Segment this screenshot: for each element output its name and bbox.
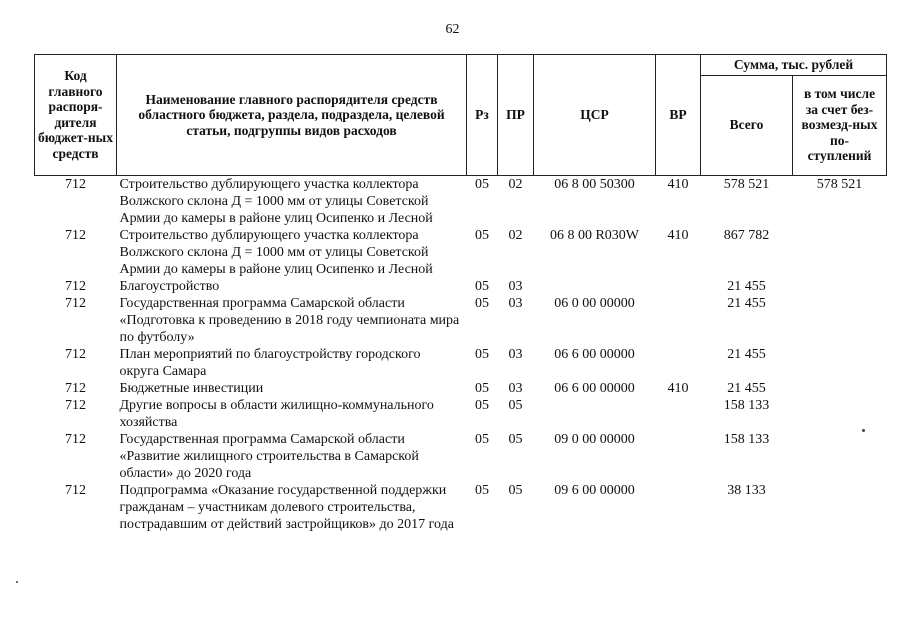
row-vr <box>656 482 701 533</box>
row-vr <box>656 295 701 346</box>
budget-table <box>34 54 887 533</box>
row-rz: 05 <box>475 397 489 413</box>
row-name: Строительство дублирующего участка коллектора Волжского склона Д = 1000 мм от улицы Советской Армии до камеры в районе улиц Осипенко и Лесной <box>119 227 433 277</box>
row-name: Строительство дублирующего участка коллектора Волжского склона Д = 1000 мм от улицы Советской Армии до камеры в районе улиц Осипенко и Лесной <box>119 176 433 226</box>
row-code: 712 <box>65 397 86 413</box>
row-code: 712 <box>65 380 86 396</box>
row-vr <box>656 278 701 295</box>
row-total: 158 133 <box>723 397 770 413</box>
row-vr: 410 <box>667 176 689 192</box>
row-gratuitous <box>793 397 887 431</box>
table-row <box>35 431 887 482</box>
row-total: 21 455 <box>727 346 766 362</box>
row-name: Благоустройство <box>119 278 220 294</box>
row-total: 578 521 <box>723 176 770 192</box>
row-name: Бюджетные инвестиции <box>119 380 264 396</box>
row-code: 712 <box>65 295 86 311</box>
row-pr: 03 <box>508 295 523 311</box>
table-row <box>35 295 887 346</box>
row-csr <box>534 397 656 431</box>
row-csr: 09 6 00 00000 <box>554 482 635 498</box>
row-csr: 06 8 00 50300 <box>554 176 635 192</box>
row-pr: 05 <box>508 431 523 447</box>
table-row <box>35 346 887 380</box>
header-rz: Рз <box>467 55 498 176</box>
header-csr: ЦСР <box>534 55 656 176</box>
row-pr: 03 <box>508 346 523 362</box>
row-name: Государственная программа Самарской области «Подготовка к проведению в 2018 году чемпионата мира по футболу» <box>119 295 460 345</box>
row-total: 158 133 <box>723 431 770 447</box>
row-gratuitous <box>793 482 887 533</box>
row-name: Другие вопросы в области жилищно-коммунального хозяйства <box>119 397 434 430</box>
row-code: 712 <box>65 227 86 243</box>
row-name: План мероприятий по благоустройству городского округа Самара <box>119 346 421 379</box>
row-pr: 05 <box>508 482 523 498</box>
header-vr: ВР <box>656 55 701 176</box>
scan-speck <box>16 581 18 583</box>
table-row <box>35 278 887 295</box>
row-rz: 05 <box>475 295 489 311</box>
row-total: 21 455 <box>727 380 766 396</box>
row-total: 21 455 <box>727 295 766 311</box>
header-total: Всего <box>701 75 793 175</box>
row-csr: 06 6 00 00000 <box>554 380 635 396</box>
page-number: 62 <box>445 22 460 37</box>
row-code: 712 <box>65 482 86 498</box>
row-vr <box>656 346 701 380</box>
row-gratuitous <box>793 431 887 482</box>
header-name: Наименование главного распорядителя средств областного бюджета, раздела, подраздела, целевой статьи, подгруппы видов расходов <box>117 55 467 176</box>
row-pr: 03 <box>508 278 523 294</box>
row-pr: 02 <box>508 176 523 192</box>
row-rz: 05 <box>475 482 489 498</box>
row-name: Государственная программа Самарской области «Развитие жилищного строительства в Самарской области» до 2020 года <box>119 431 419 481</box>
table-row <box>35 380 887 397</box>
table-row <box>35 175 887 227</box>
row-vr: 410 <box>667 227 689 243</box>
row-rz: 05 <box>475 346 489 362</box>
row-rz: 05 <box>475 227 489 243</box>
row-vr <box>656 397 701 431</box>
row-total: 867 782 <box>723 227 770 243</box>
row-csr <box>534 278 656 295</box>
row-total: 21 455 <box>727 278 766 294</box>
row-code: 712 <box>65 346 86 362</box>
row-csr: 06 0 00 00000 <box>554 295 635 311</box>
row-rz: 05 <box>475 176 489 192</box>
row-pr: 02 <box>508 227 523 243</box>
header-gratuitous: в том числе за счет без-возмезд-ных по-ступлений <box>793 75 887 175</box>
table-row <box>35 482 887 533</box>
row-gratuitous: 578 521 <box>816 176 863 192</box>
row-csr: 09 0 00 00000 <box>554 431 635 447</box>
row-gratuitous <box>793 380 887 397</box>
row-name: Подпрограмма «Оказание государственной поддержки гражданам – участникам долевого строительства, пострадавшим от действий застройщиков» до 2017 года <box>119 482 454 532</box>
row-pr: 05 <box>508 397 523 413</box>
row-vr: 410 <box>667 380 689 396</box>
table-row <box>35 227 887 278</box>
row-gratuitous <box>793 346 887 380</box>
header-sum: Сумма, тыс. рублей <box>701 55 887 76</box>
row-gratuitous <box>793 278 887 295</box>
header-pr: ПР <box>498 55 534 176</box>
row-rz: 05 <box>475 380 489 396</box>
row-csr: 06 8 00 R030W <box>549 227 640 243</box>
row-code: 712 <box>65 278 86 294</box>
row-rz: 05 <box>475 278 489 294</box>
table-row <box>35 397 887 431</box>
row-gratuitous <box>793 295 887 346</box>
row-csr: 06 6 00 00000 <box>554 346 635 362</box>
row-code: 712 <box>65 431 86 447</box>
scan-speck <box>862 429 865 432</box>
row-code: 712 <box>65 176 86 192</box>
row-rz: 05 <box>475 431 489 447</box>
header-code: Код главного распоря-дителя бюджет-ных средств <box>35 55 117 176</box>
row-vr <box>656 431 701 482</box>
row-pr: 03 <box>508 380 523 396</box>
row-gratuitous <box>793 227 887 278</box>
row-total: 38 133 <box>727 482 766 498</box>
